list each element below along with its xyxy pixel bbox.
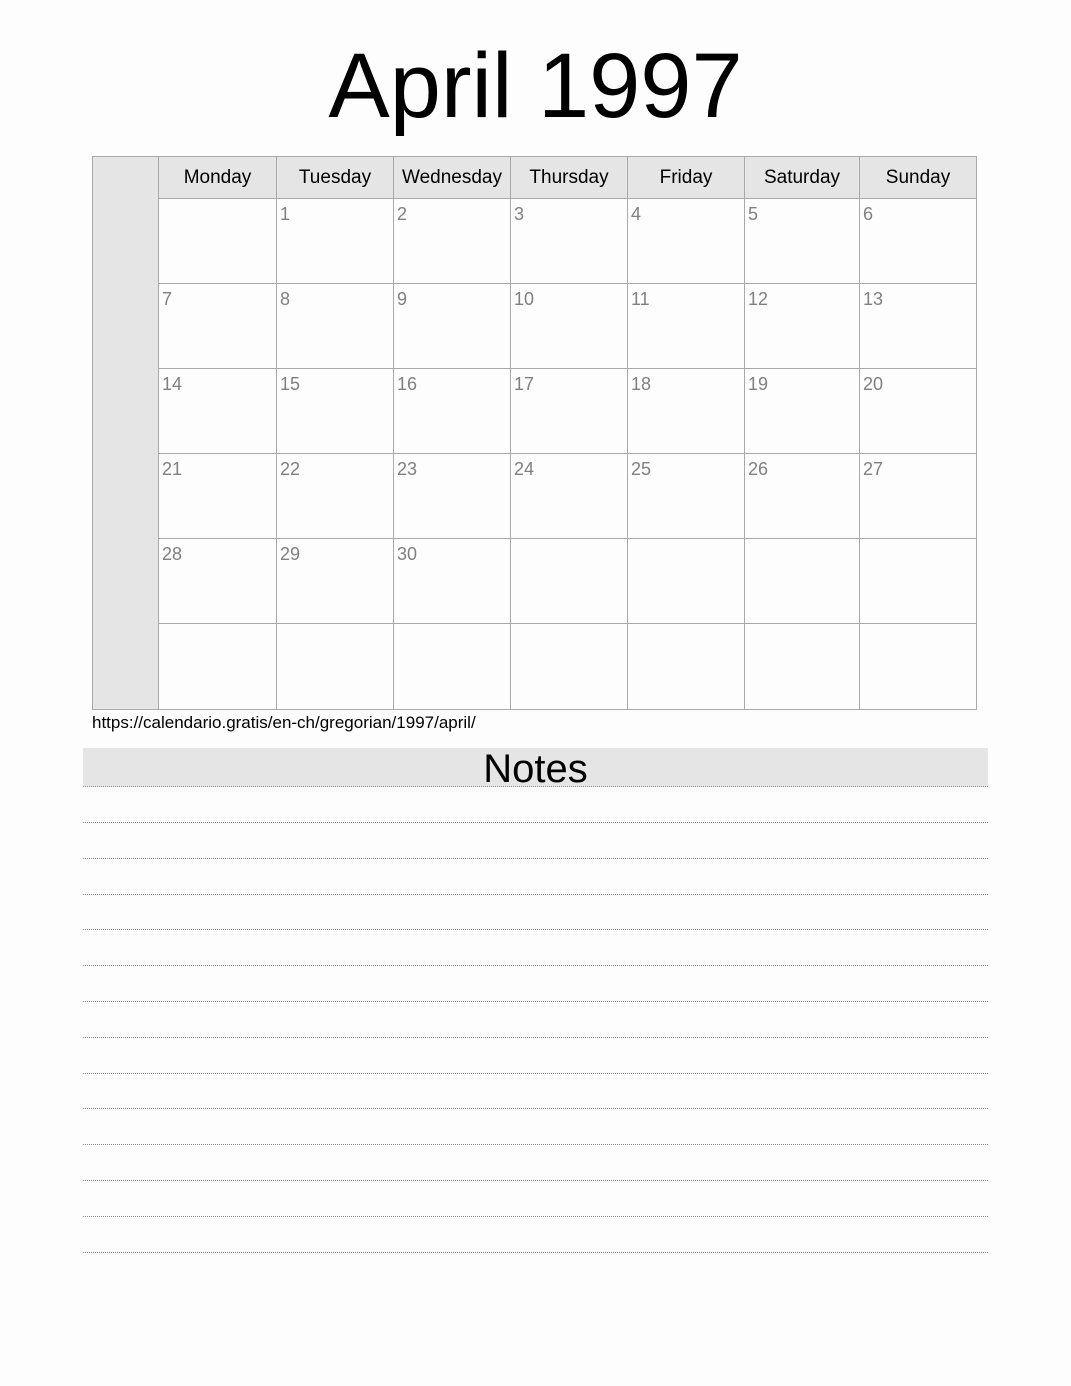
day-number: 28 <box>162 544 183 564</box>
day-cell <box>393 624 510 709</box>
day-number: 25 <box>631 459 652 479</box>
weekday-header-friday: Friday <box>627 157 744 199</box>
day-cell <box>393 454 510 539</box>
note-line <box>83 894 988 895</box>
note-line <box>83 1108 988 1109</box>
day-cell <box>159 284 276 369</box>
day-cell <box>276 624 393 709</box>
day-number: 19 <box>748 374 769 394</box>
day-cell <box>159 369 276 454</box>
weekday-header-monday: Monday <box>159 157 276 199</box>
day-cell <box>510 539 627 624</box>
note-line <box>83 1216 988 1217</box>
day-number: 5 <box>748 204 759 224</box>
note-line <box>83 858 988 859</box>
day-cell <box>510 284 627 369</box>
day-cell <box>393 284 510 369</box>
day-cell <box>393 539 510 624</box>
day-cell <box>859 199 976 284</box>
day-cell <box>744 454 859 539</box>
source-url: https://calendario.gratis/en-ch/gregorian/1997/april/ <box>92 713 476 732</box>
day-cell <box>159 199 276 284</box>
day-cell <box>744 199 859 284</box>
day-cell <box>859 624 976 709</box>
day-number: 3 <box>514 204 525 224</box>
day-cell <box>159 454 276 539</box>
day-cell <box>510 369 627 454</box>
day-number: 26 <box>748 459 769 479</box>
notes-title: Notes <box>83 748 988 787</box>
note-line <box>83 1073 988 1074</box>
weekday-header-saturday: Saturday <box>744 157 859 199</box>
day-number: 10 <box>514 289 535 309</box>
weekday-header-thursday: Thursday <box>510 157 627 199</box>
day-number: 23 <box>397 459 418 479</box>
day-number: 20 <box>863 374 884 394</box>
day-cell <box>859 369 976 454</box>
day-number: 13 <box>863 289 884 309</box>
day-cell <box>276 369 393 454</box>
day-cell <box>510 199 627 284</box>
calendar-days-grid <box>159 157 976 709</box>
note-line <box>83 822 988 823</box>
day-cell <box>627 199 744 284</box>
note-line <box>83 1144 988 1145</box>
day-cell <box>159 624 276 709</box>
day-cell <box>276 199 393 284</box>
page-title: April 1997 <box>328 35 743 137</box>
day-number: 24 <box>514 459 535 479</box>
note-line <box>83 1037 988 1038</box>
weekday-header-sunday: Sunday <box>859 157 976 199</box>
day-number: 9 <box>397 289 408 309</box>
day-cell <box>627 624 744 709</box>
day-cell <box>510 624 627 709</box>
day-number: 27 <box>863 459 884 479</box>
day-cell <box>859 539 976 624</box>
weekday-header-tuesday: Tuesday <box>276 157 393 199</box>
weekday-header-wednesday: Wednesday <box>393 157 510 199</box>
day-number: 21 <box>162 459 183 479</box>
day-number: 22 <box>280 459 301 479</box>
day-number: 29 <box>280 544 301 564</box>
note-line <box>83 1001 988 1002</box>
day-number: 18 <box>631 374 652 394</box>
day-number: 4 <box>631 204 642 224</box>
week-number-column <box>93 157 159 709</box>
note-line <box>83 965 988 966</box>
day-number: 30 <box>397 544 418 564</box>
day-cell <box>276 284 393 369</box>
day-cell <box>627 539 744 624</box>
day-number: 15 <box>280 374 301 394</box>
note-line <box>83 1252 988 1253</box>
day-number: 2 <box>397 204 408 224</box>
day-number: 6 <box>863 204 874 224</box>
day-cell <box>393 199 510 284</box>
day-number: 14 <box>162 374 183 394</box>
day-cell <box>627 369 744 454</box>
day-cell <box>744 624 859 709</box>
day-number: 7 <box>162 289 173 309</box>
day-cell <box>276 539 393 624</box>
day-cell <box>627 454 744 539</box>
day-cell <box>393 369 510 454</box>
day-number: 17 <box>514 374 535 394</box>
day-number: 16 <box>397 374 418 394</box>
note-line <box>83 929 988 930</box>
calendar-grid <box>92 156 977 710</box>
note-line <box>83 1180 988 1181</box>
day-cell <box>744 539 859 624</box>
day-number: 1 <box>280 204 291 224</box>
day-number: 12 <box>748 289 769 309</box>
day-cell <box>510 454 627 539</box>
day-cell <box>159 539 276 624</box>
day-cell <box>744 284 859 369</box>
day-cell <box>859 454 976 539</box>
day-cell <box>744 369 859 454</box>
day-cell <box>859 284 976 369</box>
day-cell <box>276 454 393 539</box>
day-number: 11 <box>631 289 650 309</box>
day-cell <box>627 284 744 369</box>
day-number: 8 <box>280 289 291 309</box>
